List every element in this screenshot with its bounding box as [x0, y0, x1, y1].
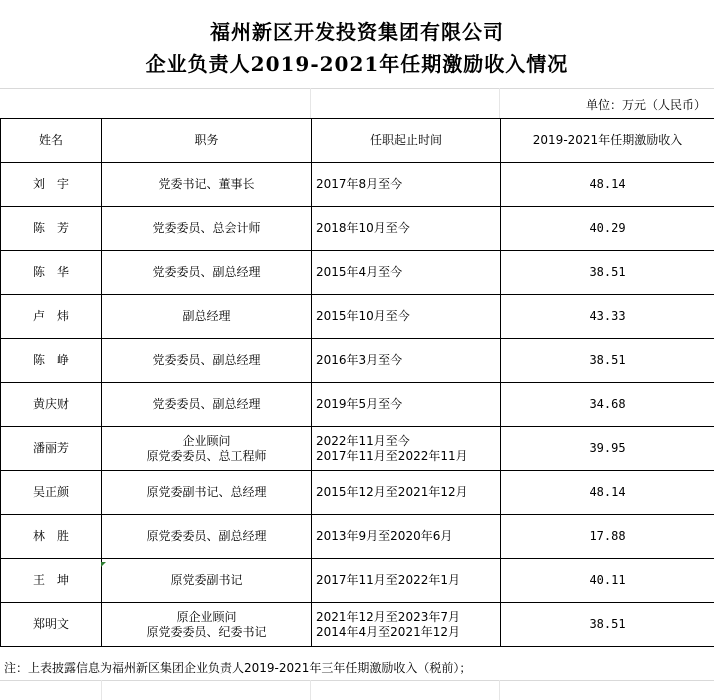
gridline	[101, 680, 102, 700]
position-line: 副总经理	[182, 309, 231, 323]
cell-amount: 38.51	[501, 251, 714, 295]
cell-term	[312, 559, 501, 603]
table-row	[1, 427, 714, 471]
note-row	[0, 652, 714, 681]
table-row	[1, 295, 714, 339]
header-name: 姓名	[1, 119, 102, 163]
header-term: 任职起止时间	[312, 119, 501, 163]
cell-amount: 39.95	[501, 427, 714, 471]
cell-term	[312, 295, 501, 339]
cell-amount: 40.29	[501, 207, 714, 251]
term-line: 2013年9月至2020年6月	[316, 529, 453, 543]
cell-term	[312, 603, 501, 647]
table-row	[1, 559, 714, 603]
cell-name: 郑明文	[1, 603, 102, 647]
position-line: 党委委员、副总经理	[152, 353, 261, 367]
cell-position	[102, 603, 312, 647]
gridline	[499, 88, 500, 118]
footnote: 注：上表披露信息为福州新区集团企业负责人2019-2021年三年任期激励收入（税前）；	[4, 661, 472, 675]
cell-amount: 38.51	[501, 339, 714, 383]
term-line: 2018年10月至今	[316, 221, 410, 235]
table-body	[1, 163, 714, 647]
cell-amount: 38.51	[501, 603, 714, 647]
term-line: 2015年12月至2021年12月	[316, 485, 468, 499]
term-line: 2015年10月至今	[316, 309, 410, 323]
cell-name: 王 坤	[1, 559, 102, 603]
cell-name: 吴正颜	[1, 471, 102, 515]
position-line: 党委书记、董事长	[158, 177, 255, 191]
cell-name: 陈 华	[1, 251, 102, 295]
cell-term	[312, 383, 501, 427]
gridline	[310, 680, 311, 700]
cell-position	[102, 295, 312, 339]
term-line: 2016年3月至今	[316, 353, 403, 367]
cell-name: 刘 宇	[1, 163, 102, 207]
title-line-2: 企业负责人2019-2021年任期激励收入情况	[145, 52, 569, 76]
empty-row	[0, 680, 714, 700]
cell-term	[312, 163, 501, 207]
table-row	[1, 603, 714, 647]
table-row	[1, 163, 714, 207]
table-row	[1, 339, 714, 383]
cell-position	[102, 427, 312, 471]
cell-term	[312, 339, 501, 383]
cell-position	[102, 559, 312, 603]
cell-position	[102, 471, 312, 515]
table-row	[1, 251, 714, 295]
cell-name: 潘丽芳	[1, 427, 102, 471]
cell-position	[102, 339, 312, 383]
cell-term	[312, 251, 501, 295]
cell-term	[312, 515, 501, 559]
cell-position	[102, 207, 312, 251]
cell-name: 黄庆财	[1, 383, 102, 427]
term-line: 2019年5月至今	[316, 397, 403, 411]
position-line: 党委委员、副总经理	[152, 397, 261, 411]
cell-amount: 48.14	[501, 471, 714, 515]
cell-term	[312, 427, 501, 471]
cell-term	[312, 207, 501, 251]
cell-name: 陈 芳	[1, 207, 102, 251]
cell-position	[102, 251, 312, 295]
position-line: 原企业顾问	[176, 609, 237, 624]
header-position: 职务	[102, 119, 312, 163]
position-line: 原党委副书记	[170, 573, 243, 587]
incentive-table	[0, 118, 714, 647]
position-line: 原党委委员、纪委书记	[146, 624, 267, 639]
gridline	[499, 680, 500, 700]
cell-position	[102, 163, 312, 207]
gridline	[310, 88, 311, 118]
table-row	[1, 515, 714, 559]
cell-amount: 43.33	[501, 295, 714, 339]
cell-position	[102, 383, 312, 427]
term-line: 2017年8月至今	[316, 177, 403, 191]
unit-label: 单位：万元（人民币）	[585, 98, 706, 112]
term-line: 2021年12月至2023年7月	[316, 609, 460, 624]
cell-amount: 48.14	[501, 163, 714, 207]
term-line: 2022年11月至今	[316, 433, 410, 448]
position-line: 原党委委员、副总经理	[146, 529, 267, 543]
cell-term	[312, 471, 501, 515]
header-amount: 2019-2021年任期激励收入	[501, 119, 714, 163]
unit-row	[0, 88, 714, 118]
cell-name: 林 胜	[1, 515, 102, 559]
term-line: 2015年4月至今	[316, 265, 403, 279]
term-line: 2017年11月至2022年11月	[316, 448, 468, 463]
term-line: 2014年4月至2021年12月	[316, 624, 460, 639]
position-line: 原党委委员、总工程师	[146, 448, 267, 463]
cell-amount: 34.68	[501, 383, 714, 427]
cell-name: 陈 峥	[1, 339, 102, 383]
cell-comment-marker	[101, 562, 106, 567]
position-line: 企业顾问	[182, 433, 231, 448]
table-row	[1, 383, 714, 427]
table-row	[1, 207, 714, 251]
position-line: 党委委员、总会计师	[152, 221, 261, 235]
position-line: 党委委员、副总经理	[152, 265, 261, 279]
term-line: 2017年11月至2022年1月	[316, 573, 460, 587]
title-line-1: 福州新区开发投资集团有限公司	[210, 20, 504, 44]
title-block	[0, 0, 714, 89]
cell-name: 卢 炜	[1, 295, 102, 339]
position-line: 原党委副书记、总经理	[146, 485, 267, 499]
cell-position	[102, 515, 312, 559]
cell-amount: 40.11	[501, 559, 714, 603]
table-header-row	[1, 119, 714, 163]
cell-amount: 17.88	[501, 515, 714, 559]
table-row	[1, 471, 714, 515]
